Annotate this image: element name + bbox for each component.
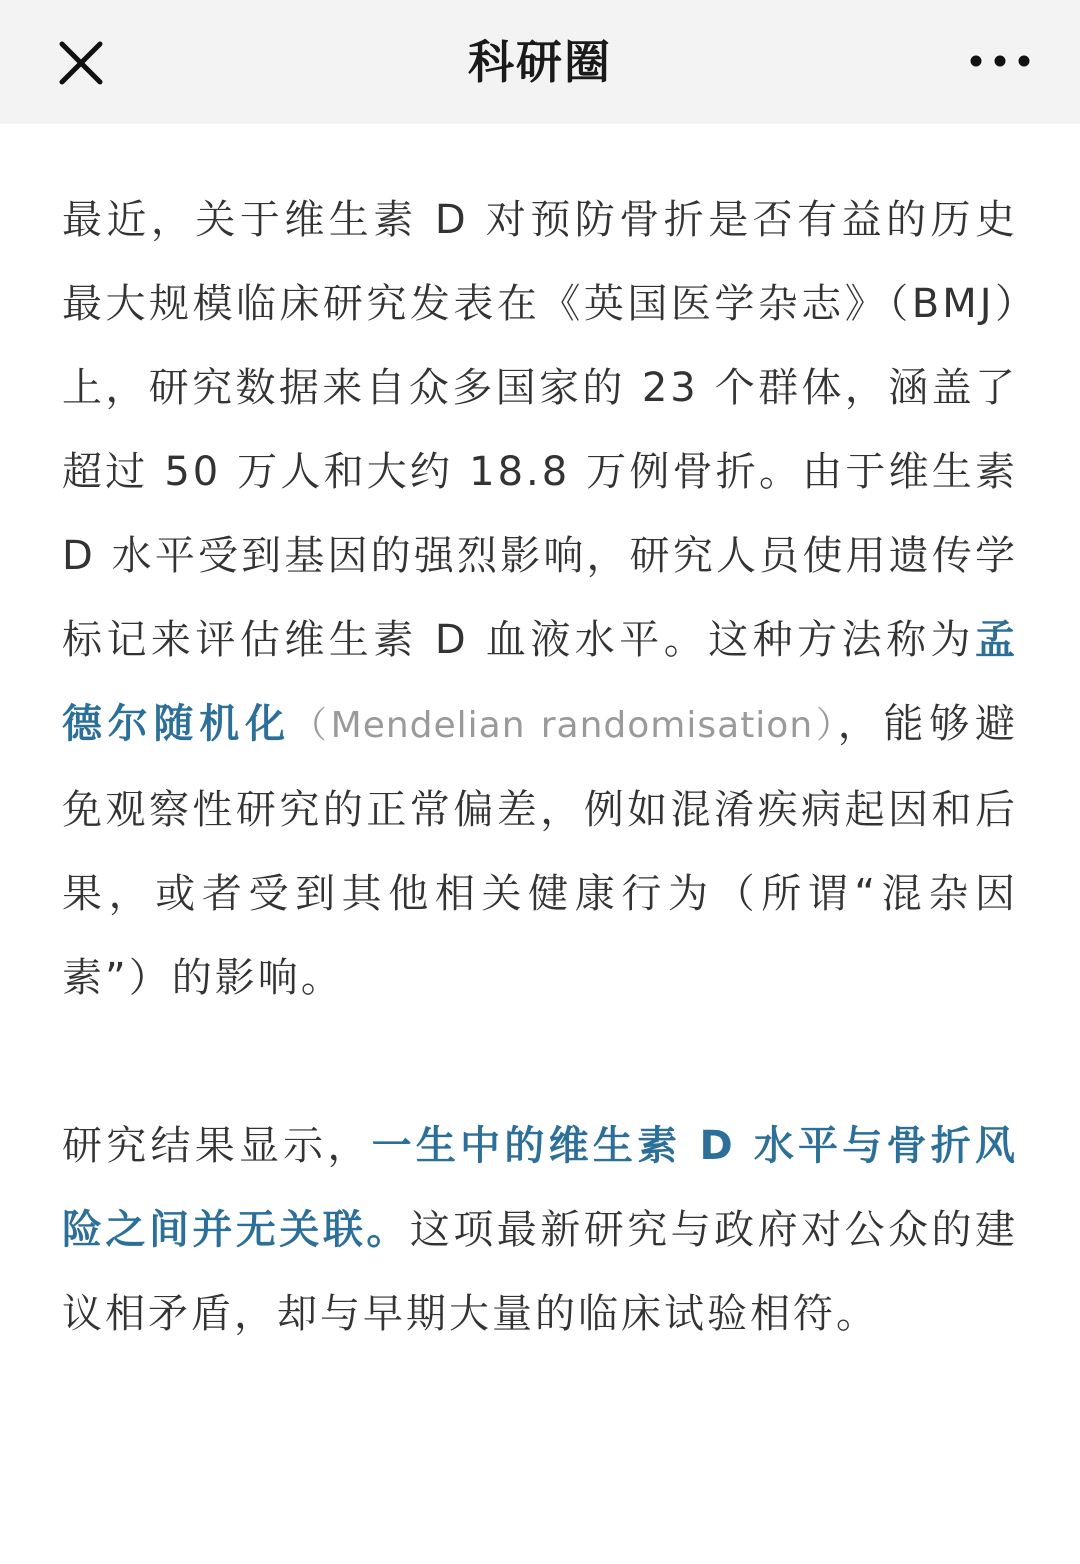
article-body — [62, 178, 1018, 1356]
paragraph-1-text-end: ，能够避免观察性研究的正常偏差，例如混淆疾病起因和后果，或者受到其他相关健康行为（所谓“混杂因素”）的影响。 — [62, 701, 1019, 1001]
paragraph-2-text-start: 研究结果显示， — [62, 1123, 372, 1169]
more-options-button[interactable] — [968, 46, 1032, 76]
page-title: 科研圈 — [468, 35, 612, 89]
english-term-note: （Mendelian randomisation） — [290, 705, 838, 746]
paragraph-2 — [62, 1104, 1018, 1356]
highlight-conclusion: 一生中的维生素 D 水平与骨折风险之间并无关联。 — [62, 1123, 1019, 1253]
top-nav-bar — [0, 0, 1080, 124]
paragraph-2-text-end: 这项最新研究与政府对公众的建议相矛盾，却与早期大量的临床试验相符。 — [62, 1207, 1019, 1337]
highlight-mendelian-randomisation: 孟德尔随机化 — [62, 617, 1018, 747]
more-dots-icon — [968, 46, 1032, 76]
paragraph-1 — [62, 178, 1018, 1020]
paragraph-1-text-start: 最近，关于维生素 D 对预防骨折是否有益的历史最大规模临床研究发表在《英国医学杂志》（BMJ）上，研究数据来自众多国家的 23 个群体，涵盖了超过 50 万人和大约 18.8 万例骨折。由于维生素 D 水平受到基因的强烈影响，研究人员使用遗传学标记来评估维生素 D 血液水平。这种方法称为 — [62, 197, 1018, 663]
